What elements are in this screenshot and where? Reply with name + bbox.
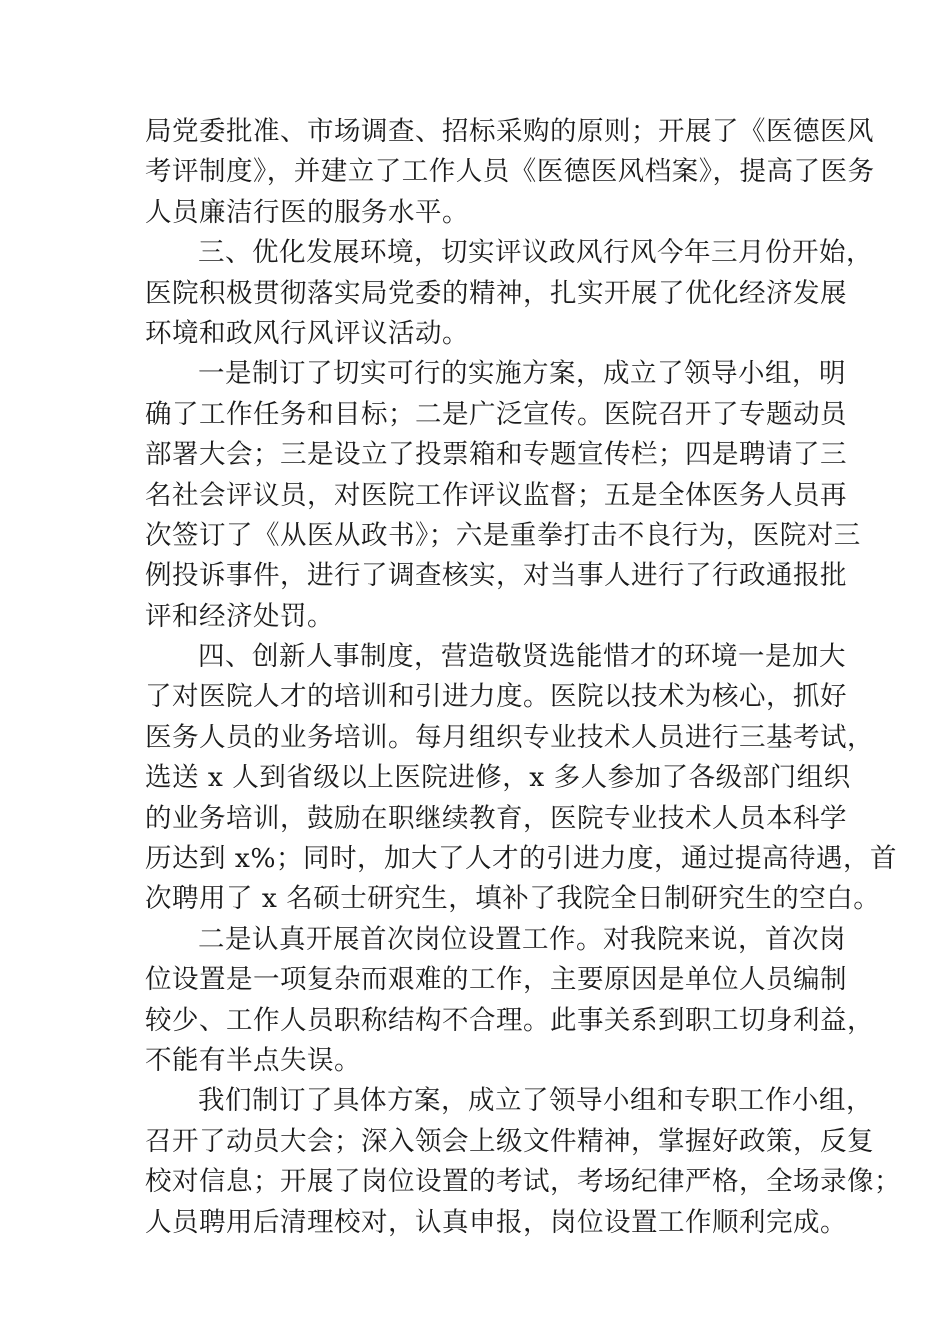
text-line: 较少、工作人员职称结构不合理。此事关系到职工切身利益， — [145, 1004, 874, 1036]
text-line: 位设置是一项复杂而艰难的工作，主要原因是单位人员编制 — [145, 964, 847, 996]
text-line: 人员聘用后清理校对，认真申报，岗位设置工作顺利完成。 — [145, 1206, 847, 1238]
text-line: 名社会评议员，对医院工作评议监督；五是全体医务人员再 — [145, 479, 847, 511]
text-line: 的业务培训，鼓励在职继续教育，医院专业技术人员本科学 — [145, 802, 847, 834]
text-line: 一是制订了切实可行的实施方案，成立了领导小组，明 — [198, 358, 846, 390]
text-line: 了对医院人才的培训和引进力度。医院以技术为核心，抓好 — [145, 681, 847, 713]
text-line: 召开了动员大会；深入领会上级文件精神，掌握好政策，反复 — [145, 1125, 874, 1157]
text-line: 次聘用了 x 名硕士研究生，填补了我院全日制研究生的空白。 — [145, 883, 881, 915]
paragraph — [145, 920, 874, 1082]
text-line: 选送 x 人到省级以上医院进修，x 多人参加了各级部门组织 — [145, 762, 851, 794]
paragraph — [145, 637, 898, 920]
text-line: 次签订了《从医从政书》；六是重拳打击不良行为，医院对三 — [145, 519, 861, 551]
text-line: 三、优化发展环境，切实评议政风行风今年三月份开始， — [198, 237, 873, 269]
text-line: 二是认真开展首次岗位设置工作。对我院来说，首次岗 — [198, 923, 846, 955]
text-line: 校对信息；开展了岗位设置的考试，考场纪律严格，全场录像； — [145, 1166, 901, 1198]
text-line: 局党委批准、市场调查、招标采购的原则；开展了《医德医风 — [145, 116, 874, 147]
text-line: 医院积极贯彻落实局党委的精神，扎实开展了优化经济发展 — [145, 277, 847, 309]
text-line: 部署大会；三是设立了投票箱和专题宣传栏；四是聘请了三 — [145, 439, 847, 471]
text-line: 医务人员的业务培训。每月组织专业技术人员进行三基考试， — [145, 721, 874, 753]
paragraph — [145, 1081, 901, 1243]
text-line: 不能有半点失误。 — [145, 1044, 361, 1076]
text-line: 人员廉洁行医的服务水平。 — [145, 196, 469, 228]
paragraph — [145, 354, 861, 637]
paragraph — [145, 112, 875, 233]
text-line: 例投诉事件，进行了调查核实，对当事人进行了行政通报批 — [145, 560, 847, 592]
text-line: 考评制度》，并建立了工作人员《医德医风档案》，提高了医务 — [145, 156, 875, 188]
text-line: 四、创新人事制度，营造敬贤选能惜才的环境一是加大 — [198, 641, 846, 673]
text-line: 评和经济处罚。 — [145, 600, 334, 632]
text-line: 我们制订了具体方案，成立了领导小组和专职工作小组， — [198, 1085, 873, 1117]
text-line: 环境和政风行风评议活动。 — [145, 317, 469, 349]
text-line: 确了工作任务和目标；二是广泛宣传。医院召开了专题动员 — [145, 398, 847, 430]
document-body — [145, 112, 901, 1243]
text-line: 历达到 x%；同时，加大了人才的引进力度，通过提高待遇，首 — [145, 843, 898, 875]
paragraph — [145, 233, 873, 354]
